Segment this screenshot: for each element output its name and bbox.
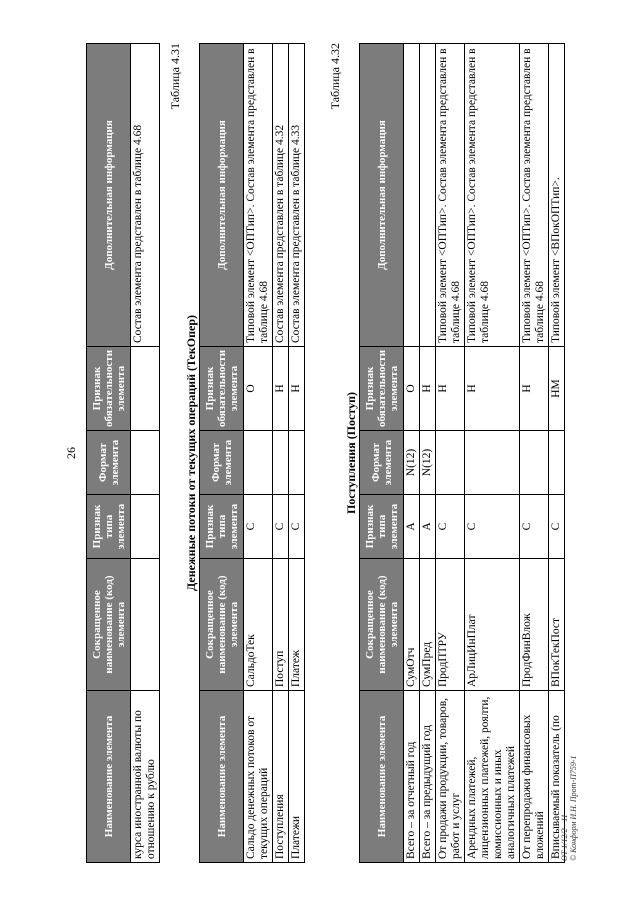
cell-required <box>131 346 160 430</box>
header-cell: Наименование элемента <box>87 690 131 862</box>
cell-name: Вписываемый показатель (по <box>549 690 565 862</box>
table-row <box>404 43 420 862</box>
cell-required: Н <box>465 346 520 430</box>
cell-format <box>465 430 520 494</box>
cell-format: N(12) <box>420 430 436 494</box>
cell-name: Сальдо денежных потоков от текущих операций <box>244 690 273 862</box>
cell-info: Типовой элемент <ОПТип>. Состав элемента представлен в таблице 4.68 <box>244 43 273 346</box>
header-cell: Сокращенное наименование (код) элемента <box>87 558 131 690</box>
cell-info: Типовой элемент <ОПТип>. Состав элемента представлен в таблице 4.68 <box>436 43 465 346</box>
header-cell: Признак обязательности элемента <box>87 346 131 430</box>
cell-name: Всего – за предыдущий год <box>420 690 436 862</box>
cell-name: От продажи продукции, товаров, работ и услуг <box>436 690 465 862</box>
header-cell: Дополнительная информация <box>87 43 131 346</box>
cell-type: С <box>520 494 549 558</box>
table-header-row <box>360 43 404 862</box>
cell-required: Н <box>520 346 549 430</box>
header-cell: Признак обязательности элемента <box>360 346 404 430</box>
cell-format <box>244 430 273 494</box>
table-row <box>420 43 436 862</box>
header-cell: Признак обязательности элемента <box>200 346 244 430</box>
cell-type: А <box>420 494 436 558</box>
header-cell: Признак типа элемента <box>360 494 404 558</box>
cell-required: Н <box>436 346 465 430</box>
cell-code: Поступ <box>273 558 289 690</box>
cell-code: АрЛицИнПлат <box>465 558 520 690</box>
cell-format <box>520 430 549 494</box>
header-cell: Наименование элемента <box>360 690 404 862</box>
continuation-table-block <box>86 43 160 863</box>
table-row <box>436 43 465 862</box>
table-row <box>289 43 305 862</box>
cell-required: Н <box>289 346 305 430</box>
cell-code: ПродПТРУ <box>436 558 465 690</box>
cell-format <box>131 430 160 494</box>
cell-type: С <box>244 494 273 558</box>
rotated-document-page <box>60 43 580 863</box>
cell-name: От перепродажи финансовых вложений <box>520 690 549 862</box>
cell-code: СумОтч <box>404 558 420 690</box>
cell-code <box>131 558 160 690</box>
cell-type: С <box>549 494 565 558</box>
cell-code: СумПред <box>420 558 436 690</box>
cell-required: О <box>244 346 273 430</box>
table-number: Таблица 4.31 <box>168 42 182 109</box>
header-cell: Дополнительная информация <box>360 43 404 346</box>
cell-info: Типовой элемент <ОПТип>. Состав элемента представлен в таблице 4.68 <box>465 43 520 346</box>
header-cell: Наименование элемента <box>200 690 244 862</box>
cell-info <box>404 43 420 346</box>
table-row <box>131 43 160 862</box>
header-cell: Формат элемента <box>87 430 131 494</box>
cell-code: СальдоТек <box>244 558 273 690</box>
table-row <box>520 43 549 862</box>
header-cell: Формат элемента <box>200 430 244 494</box>
cell-code: ПродФинВлож <box>520 558 549 690</box>
cell-type: С <box>273 494 289 558</box>
header-cell: Формат элемента <box>360 430 404 494</box>
cell-format: N(12) <box>404 430 420 494</box>
cell-name: курса иностранной валюты по отношению к рублю <box>131 690 160 862</box>
cell-required: Н <box>273 346 289 430</box>
table-4-32 <box>359 43 565 863</box>
cell-name: Арендных платежей, лицензионных платежей, роялти, комиссионных и иных аналогичных платежей <box>465 690 520 862</box>
cell-type: С <box>289 494 305 558</box>
table-row <box>273 43 289 862</box>
footer-line: ОТ 1/12/2 - 11 <box>560 813 569 861</box>
cell-info: Типовой элемент <ОПТип>. Состав элемента представлен в таблице 4.68 <box>520 43 549 346</box>
cell-info: Состав элемента представлен в таблице 4.68 <box>131 43 160 346</box>
cell-info: Состав элемента представлен в таблице 4.33 <box>289 43 305 346</box>
table-4-31 <box>199 43 305 863</box>
cell-type: С <box>465 494 520 558</box>
table-row <box>549 43 565 862</box>
footer-line: © Конформ И.Н. Прот-П759-1 <box>569 754 578 861</box>
cell-info: Состав элемента представлен в таблице 4.32 <box>273 43 289 346</box>
header-cell: Признак типа элемента <box>87 494 131 558</box>
table-4-31-block <box>168 43 305 863</box>
cell-type <box>131 494 160 558</box>
cell-info <box>420 43 436 346</box>
header-cell: Признак типа элемента <box>200 494 244 558</box>
table-title: Поступления (Поступ) <box>344 391 358 514</box>
cell-info: Типовой элемент <ВПокОПТип>. <box>549 43 565 346</box>
cell-name: Поступления <box>273 690 289 862</box>
header-cell: Сокращенное наименование (код) элемента <box>360 558 404 690</box>
header-cell: Дополнительная информация <box>200 43 244 346</box>
cell-required: НМ <box>549 346 565 430</box>
cell-code: Платеж <box>289 558 305 690</box>
cell-code: ВПокТекПост <box>549 558 565 690</box>
continuation-table <box>86 43 160 863</box>
header-cell: Сокращенное наименование (код) элемента <box>200 558 244 690</box>
cell-required: О <box>404 346 420 430</box>
table-4-32-block <box>328 43 565 863</box>
table-title: Денежные потоки от текущих операций (ТекОпер) <box>184 314 198 591</box>
cell-type: А <box>404 494 420 558</box>
cell-format <box>549 430 565 494</box>
cell-required: Н <box>420 346 436 430</box>
table-row <box>465 43 520 862</box>
page-footer <box>560 755 578 861</box>
page-number: 26 <box>64 446 78 459</box>
cell-type: С <box>436 494 465 558</box>
table-row <box>244 43 273 862</box>
cell-format <box>289 430 305 494</box>
table-number: Таблица 4.32 <box>328 42 342 109</box>
cell-format <box>273 430 289 494</box>
cell-name: Всего – за отчетный год <box>404 690 420 862</box>
table-header-row <box>87 43 131 862</box>
cell-name: Платежи <box>289 690 305 862</box>
table-header-row <box>200 43 244 862</box>
cell-format <box>436 430 465 494</box>
